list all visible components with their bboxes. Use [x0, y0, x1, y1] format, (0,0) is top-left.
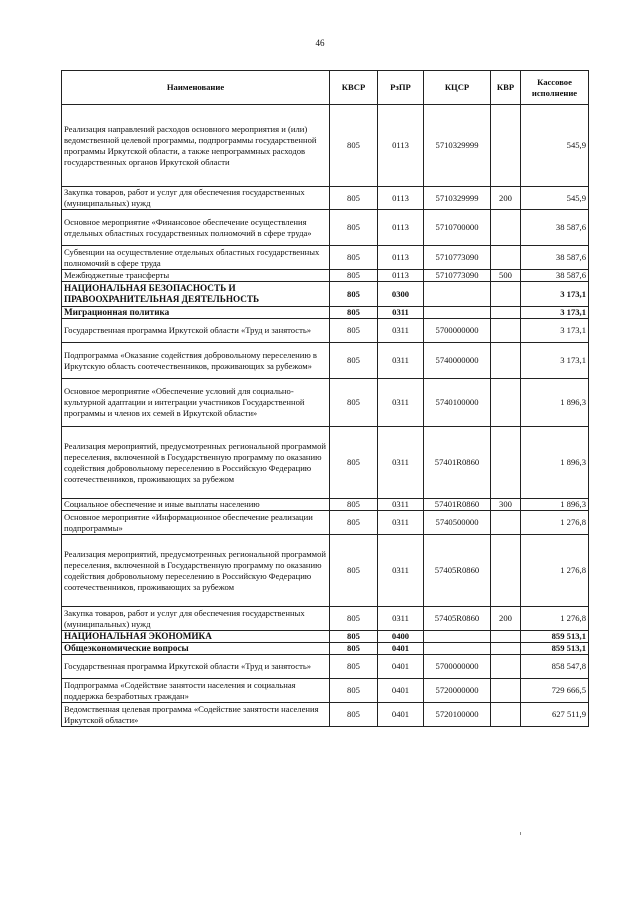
cell-kvr — [491, 307, 521, 319]
cell-amount: 1 276,8 — [521, 511, 589, 535]
cell-kvsr: 805 — [330, 655, 378, 679]
table-row — [62, 703, 589, 727]
cell-kvr — [491, 703, 521, 727]
scan-mark — [520, 832, 521, 835]
cell-kvr — [491, 105, 521, 187]
cell-amount: 859 513,1 — [521, 643, 589, 655]
cell-kvr — [491, 643, 521, 655]
cell-kcsr: 5740100000 — [424, 379, 491, 427]
cell-rzpr: 0113 — [378, 270, 424, 282]
cell-kcsr — [424, 282, 491, 307]
cell-kcsr — [424, 307, 491, 319]
table-row — [62, 210, 589, 246]
cell-name: Подпрограмма «Содействие занятости населения и социальная поддержка безработных граждан» — [62, 679, 330, 703]
cell-name: Реализация направлений расходов основного мероприятия и (или) ведомственной целевой программы, подпрограммы государственной программы Иркутской области, а также непрограммных расходов государственных органов Иркутской области — [62, 105, 330, 187]
cell-amount: 38 587,6 — [521, 270, 589, 282]
table-row — [62, 246, 589, 270]
cell-rzpr: 0400 — [378, 631, 424, 643]
cell-kcsr: 57401R0860 — [424, 427, 491, 499]
cell-amount: 627 511,9 — [521, 703, 589, 727]
cell-amount: 1 896,3 — [521, 427, 589, 499]
table-row — [62, 282, 589, 307]
cell-kcsr: 5710329999 — [424, 105, 491, 187]
cell-kvr — [491, 246, 521, 270]
cell-kcsr — [424, 643, 491, 655]
cell-rzpr: 0401 — [378, 679, 424, 703]
header-rzpr: РзПР — [378, 71, 424, 105]
cell-kcsr: 5720100000 — [424, 703, 491, 727]
cell-kvr — [491, 679, 521, 703]
cell-name: Общеэкономические вопросы — [62, 643, 330, 655]
table-row — [62, 631, 589, 643]
table-row — [62, 607, 589, 631]
cell-kvsr: 805 — [330, 679, 378, 703]
cell-name: Государственная программа Иркутской области «Труд и занятость» — [62, 319, 330, 343]
table-row — [62, 643, 589, 655]
table-row — [62, 511, 589, 535]
cell-rzpr: 0311 — [378, 499, 424, 511]
cell-kcsr: 5700000000 — [424, 319, 491, 343]
header-kcsr: КЦСР — [424, 71, 491, 105]
cell-kvr — [491, 210, 521, 246]
cell-name: Закупка товаров, работ и услуг для обеспечения государственных (муниципальных) нужд — [62, 607, 330, 631]
cell-amount: 1 276,8 — [521, 535, 589, 607]
cell-kvsr: 805 — [330, 105, 378, 187]
cell-kvsr: 805 — [330, 631, 378, 643]
cell-kcsr: 5720000000 — [424, 679, 491, 703]
cell-amount: 38 587,6 — [521, 210, 589, 246]
cell-kcsr: 57405R0860 — [424, 607, 491, 631]
cell-kvsr: 805 — [330, 319, 378, 343]
cell-amount: 1 896,3 — [521, 499, 589, 511]
cell-kvsr: 805 — [330, 535, 378, 607]
cell-kcsr: 5740000000 — [424, 343, 491, 379]
cell-kvsr: 805 — [330, 187, 378, 210]
cell-kvsr: 805 — [330, 643, 378, 655]
cell-kvr: 300 — [491, 499, 521, 511]
table-row — [62, 105, 589, 187]
cell-kvr — [491, 319, 521, 343]
table-row — [62, 270, 589, 282]
cell-amount: 859 513,1 — [521, 631, 589, 643]
cell-name: Субвенции на осуществление отдельных областных государственных полномочий в сфере труда — [62, 246, 330, 270]
cell-kvr — [491, 655, 521, 679]
cell-amount: 38 587,6 — [521, 246, 589, 270]
table-header-row — [62, 71, 589, 105]
cell-amount: 3 173,1 — [521, 307, 589, 319]
cell-amount: 3 173,1 — [521, 343, 589, 379]
cell-name: Закупка товаров, работ и услуг для обеспечения государственных (муниципальных) нужд — [62, 187, 330, 210]
table-row — [62, 427, 589, 499]
cell-name: Ведомственная целевая программа «Содействие занятости населения Иркутской области» — [62, 703, 330, 727]
cell-kvr — [491, 535, 521, 607]
cell-amount: 858 547,8 — [521, 655, 589, 679]
cell-rzpr: 0311 — [378, 319, 424, 343]
cell-kcsr: 5710329999 — [424, 187, 491, 210]
cell-amount: 545,9 — [521, 187, 589, 210]
table-row — [62, 343, 589, 379]
cell-amount: 729 666,5 — [521, 679, 589, 703]
cell-kvr — [491, 511, 521, 535]
table-row — [62, 187, 589, 210]
cell-rzpr: 0401 — [378, 655, 424, 679]
cell-kcsr: 57401R0860 — [424, 499, 491, 511]
table-row — [62, 535, 589, 607]
cell-kvsr: 805 — [330, 379, 378, 427]
cell-kvr: 500 — [491, 270, 521, 282]
cell-rzpr: 0113 — [378, 187, 424, 210]
cell-rzpr: 0311 — [378, 379, 424, 427]
cell-kvsr: 805 — [330, 499, 378, 511]
cell-name: Основное мероприятие «Информационное обеспечение реализации подпрограммы» — [62, 511, 330, 535]
cell-kvr — [491, 631, 521, 643]
cell-kvr — [491, 427, 521, 499]
cell-kvsr: 805 — [330, 282, 378, 307]
cell-kvr — [491, 379, 521, 427]
cell-rzpr: 0311 — [378, 343, 424, 379]
cell-amount: 3 173,1 — [521, 319, 589, 343]
cell-rzpr: 0300 — [378, 282, 424, 307]
cell-kcsr: 5710773090 — [424, 270, 491, 282]
cell-kvsr: 805 — [330, 270, 378, 282]
cell-kvsr: 805 — [330, 511, 378, 535]
cell-name: НАЦИОНАЛЬНАЯ ЭКОНОМИКА — [62, 631, 330, 643]
table-row — [62, 307, 589, 319]
cell-name: Межбюджетные трансферты — [62, 270, 330, 282]
cell-kvsr: 805 — [330, 210, 378, 246]
cell-rzpr: 0311 — [378, 535, 424, 607]
cell-kvr — [491, 343, 521, 379]
cell-rzpr: 0401 — [378, 643, 424, 655]
table-row — [62, 379, 589, 427]
cell-amount: 3 173,1 — [521, 282, 589, 307]
cell-kvr — [491, 282, 521, 307]
cell-name: Реализация мероприятий, предусмотренных региональной программой переселения, включенной в Государственную программу по оказанию содействия добровольному переселению в Российскую Федерацию соотечественников, проживающих за рубежом — [62, 535, 330, 607]
cell-name: Основное мероприятие «Финансовое обеспечение осуществления отдельных областных государственных полномочий в сфере труда» — [62, 210, 330, 246]
cell-kvsr: 805 — [330, 246, 378, 270]
page-number: 46 — [315, 38, 325, 48]
header-amount: Кассовое исполнение — [521, 71, 589, 105]
cell-rzpr: 0311 — [378, 427, 424, 499]
cell-rzpr: 0401 — [378, 703, 424, 727]
cell-name: Миграционная политика — [62, 307, 330, 319]
cell-rzpr: 0113 — [378, 246, 424, 270]
cell-rzpr: 0113 — [378, 210, 424, 246]
cell-kcsr: 5740500000 — [424, 511, 491, 535]
cell-kcsr — [424, 631, 491, 643]
cell-kcsr: 5700000000 — [424, 655, 491, 679]
header-kvr: КВР — [491, 71, 521, 105]
table-row — [62, 655, 589, 679]
table-row — [62, 319, 589, 343]
cell-kvsr: 805 — [330, 307, 378, 319]
cell-kcsr: 57405R0860 — [424, 535, 491, 607]
cell-name: Основное мероприятие «Обеспечение условий для социально-культурной адаптации и интеграции участников Государственной программы и членов их семей в Иркутской области» — [62, 379, 330, 427]
header-name: Наименование — [62, 71, 330, 105]
cell-name: Реализация мероприятий, предусмотренных региональной программой переселения, включенной в Государственную программу по оказанию содействия добровольному переселению в Российскую Федерацию соотечественников, проживающих за рубежом — [62, 427, 330, 499]
table-row — [62, 679, 589, 703]
cell-kvsr: 805 — [330, 343, 378, 379]
cell-rzpr: 0113 — [378, 105, 424, 187]
cell-name: Подпрограмма «Оказание содействия добровольному переселению в Иркутскую область соотечественников, проживающих за рубежом» — [62, 343, 330, 379]
cell-rzpr: 0311 — [378, 307, 424, 319]
cell-amount: 1 896,3 — [521, 379, 589, 427]
cell-kvsr: 805 — [330, 427, 378, 499]
header-kvsr: КВСР — [330, 71, 378, 105]
cell-kcsr: 5710773090 — [424, 246, 491, 270]
cell-name: НАЦИОНАЛЬНАЯ БЕЗОПАСНОСТЬ И ПРАВООХРАНИТЕЛЬНАЯ ДЕЯТЕЛЬНОСТЬ — [62, 282, 330, 307]
budget-execution-table — [61, 70, 589, 727]
cell-rzpr: 0311 — [378, 511, 424, 535]
cell-rzpr: 0311 — [378, 607, 424, 631]
cell-kcsr: 5710700000 — [424, 210, 491, 246]
cell-name: Государственная программа Иркутской области «Труд и занятость» — [62, 655, 330, 679]
table-row — [62, 499, 589, 511]
cell-kvsr: 805 — [330, 607, 378, 631]
cell-kvr: 200 — [491, 187, 521, 210]
cell-amount: 545,9 — [521, 105, 589, 187]
cell-kvr: 200 — [491, 607, 521, 631]
cell-name: Социальное обеспечение и иные выплаты населению — [62, 499, 330, 511]
cell-amount: 1 276,8 — [521, 607, 589, 631]
cell-kvsr: 805 — [330, 703, 378, 727]
